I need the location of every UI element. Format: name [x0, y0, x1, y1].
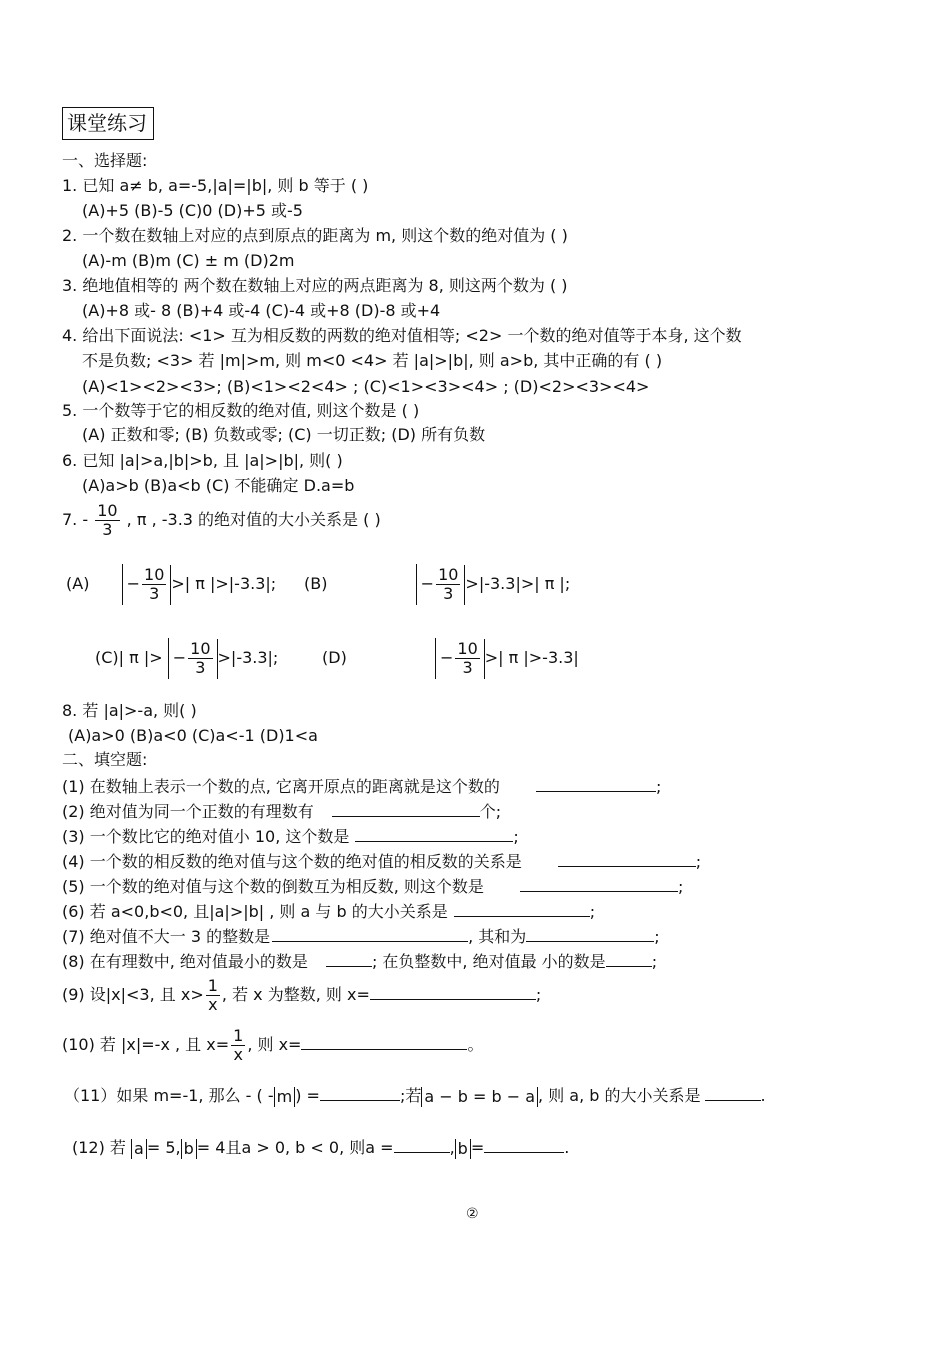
f1-text: (1) 在数轴上表示一个数的点, 它离开原点的距离就是这个数的	[62, 777, 500, 796]
f8-blank-1[interactable]	[326, 950, 372, 967]
f9-text-2: , 若 x 为整数, 则 x=	[221, 985, 370, 1004]
minus-sign: −	[420, 574, 435, 594]
f1-end: ;	[655, 777, 662, 796]
f3-end: ;	[513, 827, 519, 846]
q7-c-abs	[168, 638, 218, 679]
q7-b-abs	[416, 564, 466, 605]
f7-text: (7) 绝对值不大一 3 的整数是	[62, 927, 271, 946]
f4-text: (4) 一个数的相反数的绝对值与这个数的绝对值的相反数的关系是	[62, 852, 522, 871]
q7-d-tail: >| π |>-3.3|	[484, 648, 579, 667]
section-title-box	[62, 107, 154, 140]
f9-line	[62, 975, 541, 1015]
f11-mid2: ;若	[399, 1086, 422, 1105]
f5-text: (5) 一个数的绝对值与这个数的倒数互为相反数, 则这个数是	[62, 877, 484, 896]
f6-blank[interactable]	[454, 900, 590, 917]
f11-end: .	[760, 1086, 766, 1105]
f1-blank[interactable]	[536, 775, 656, 792]
q6-stem: 6. 已知 |a|>a,|b|>b, 且 |a|>|b|, 则( )	[62, 451, 343, 470]
q7-a-abs	[122, 564, 172, 605]
f9-end: ;	[535, 985, 542, 1004]
q7-c-fraction	[188, 640, 212, 677]
denominator: 3	[195, 658, 206, 678]
f12-t3: ,	[449, 1138, 455, 1157]
f12-t4: =	[470, 1138, 485, 1157]
f9-blank[interactable]	[370, 983, 536, 1000]
q7-b-tail: >|-3.3|>| π |;	[465, 574, 571, 593]
q1-stem: 1. 已知 a≠ b, a=-5,|a|=|b|, 则 b 等于 ( )	[62, 176, 369, 195]
q7-fraction-denominator: 3	[102, 520, 113, 539]
numerator: 10	[190, 639, 211, 659]
f11-line	[64, 1084, 766, 1107]
f10-fraction	[231, 1027, 245, 1064]
section-heading-fill: 二、填空题:	[62, 750, 148, 769]
denominator: 3	[443, 584, 454, 604]
f2-blank[interactable]	[332, 800, 480, 817]
f11-text-2: , 则 a, b 的大小关系是	[538, 1086, 701, 1105]
denominator: 3	[149, 584, 160, 604]
q7-a-tail: >| π |>|-3.3|;	[171, 574, 277, 593]
f12-abs-b: b	[181, 1139, 197, 1159]
f3-blank[interactable]	[355, 825, 513, 842]
q7-fraction	[95, 502, 119, 539]
q7-b-fraction	[436, 566, 460, 603]
f5-line	[62, 875, 683, 897]
f8-end: ;	[651, 952, 658, 971]
q7-d-abs	[435, 638, 485, 679]
f6-line	[62, 900, 595, 922]
q8-stem: 8. 若 |a|>-a, 则( )	[62, 701, 197, 720]
f10-text-2: , 则 x=	[247, 1035, 302, 1054]
minus-sign: −	[126, 574, 141, 594]
f8-mid: ; 在负整数中, 绝对值最 小的数是	[371, 952, 606, 971]
f8-text: (8) 在有理数中, 绝对值最小的数是	[62, 952, 308, 971]
f3-text: (3) 一个数比它的绝对值小 10, 这个数是	[62, 827, 350, 846]
q3-stem: 3. 绝地值相等的 两个数在数轴上对应的两点距离为 8, 则这两个数为 ( )	[62, 276, 568, 295]
f8-line	[62, 950, 657, 972]
minus-sign: −	[440, 648, 454, 668]
q8-options: (A)a>0 (B)a<0 (C)a<-1 (D)1<a	[68, 726, 318, 745]
f6-text: (6) 若 a<0,b<0, 且|a|>|b| , 则 a 与 b 的大小关系是	[62, 902, 448, 921]
q7-option-b	[304, 564, 570, 605]
f10-text: (10) 若 |x|=-x , 且 x=	[62, 1035, 230, 1054]
q7-stem	[62, 500, 381, 540]
q2-stem: 2. 一个数在数轴上对应的点到原点的距离为 m, 则这个数的绝对值为 ( )	[62, 226, 568, 245]
f10-line	[62, 1025, 483, 1065]
q7-d-label: (D)	[322, 648, 347, 667]
f10-blank[interactable]	[301, 1033, 467, 1050]
q5-stem: 5. 一个数等于它的相反数的绝对值, 则这个数是 ( )	[62, 401, 420, 420]
denominator: 3	[462, 658, 473, 678]
f11-text: （11）如果 m=-1, 那么 - ( -	[64, 1086, 274, 1105]
f2-end: 个;	[479, 802, 502, 821]
f11-blank-2[interactable]	[705, 1084, 761, 1101]
f9-fraction	[206, 977, 220, 1014]
q7-rest: , π , -3.3 的绝对值的大小关系是 ( )	[126, 510, 381, 529]
f7-blank-2[interactable]	[526, 925, 654, 942]
f4-blank[interactable]	[558, 850, 696, 867]
f12-text: (12) 若	[72, 1138, 126, 1157]
q7-option-a	[66, 564, 276, 605]
q2-options: (A)-m (B)m (C) ± m (D)2m	[82, 251, 295, 270]
numerator: 1	[233, 1026, 244, 1045]
q3-options: (A)+8 或- 8 (B)+4 或-4 (C)-4 或+8 (D)-8 或+4	[82, 301, 441, 320]
q4-stem-line1: 4. 给出下面说法: <1> 互为相反数的两数的绝对值相等; <2> 一个数的绝对值等于本身, 这个数	[62, 326, 742, 345]
f12-t2: = 4且a > 0, b < 0, 则a =	[196, 1138, 394, 1157]
f11-abs-m: m	[274, 1087, 296, 1107]
f12-end: .	[564, 1138, 570, 1157]
f11-abs-expression: a − b = b − a	[421, 1087, 538, 1107]
f12-line	[72, 1136, 569, 1159]
q7-option-d	[322, 638, 579, 679]
q7-option-c	[95, 638, 278, 679]
f5-end: ;	[677, 877, 684, 896]
q7-prefix: 7. -	[62, 510, 89, 529]
f12-abs-b2: b	[455, 1139, 471, 1159]
f9-text: (9) 设|x|<3, 且 x>	[62, 985, 204, 1004]
q6-options: (A)a>b (B)a<b (C) 不能确定 D.a=b	[82, 476, 355, 495]
q5-options: (A) 正数和零; (B) 负数或零; (C) 一切正数; (D) 所有负数	[82, 425, 486, 444]
f7-mid: , 其和为	[468, 927, 527, 946]
denominator: x	[233, 1045, 243, 1064]
f1-line	[62, 775, 661, 797]
f12-blank-2[interactable]	[484, 1136, 564, 1153]
q4-stem-line2: 不是负数; <3> 若 |m|>m, 则 m<0 <4> 若 |a|>|b|, 则 a>b, 其中正确的有 ( )	[82, 351, 663, 370]
f4-end: ;	[695, 852, 702, 871]
f10-end: 。	[467, 1035, 484, 1054]
f11-mid: ) =	[295, 1086, 320, 1105]
f7-blank-1[interactable]	[272, 925, 468, 942]
f12-blank-1[interactable]	[394, 1136, 450, 1153]
f7-line	[62, 925, 660, 947]
q7-a-label: (A)	[66, 574, 90, 593]
q4-options: (A)<1><2><3>; (B)<1><2<4> ; (C)<1><3><4> ; (D)<2><3><4>	[82, 377, 650, 396]
numerator: 1	[207, 976, 218, 995]
f2-line	[62, 800, 501, 822]
q7-c-tail: >|-3.3|;	[217, 648, 279, 667]
f4-line	[62, 850, 701, 872]
f3-line	[62, 825, 519, 847]
q7-d-fraction	[455, 640, 479, 677]
denominator: x	[208, 995, 218, 1014]
section-heading-choice: 一、选择题:	[62, 151, 148, 170]
numerator: 10	[438, 565, 459, 585]
numerator: 10	[144, 565, 165, 585]
q7-a-fraction	[142, 566, 166, 603]
f11-blank-1[interactable]	[320, 1084, 400, 1101]
q7-b-label: (B)	[304, 574, 328, 593]
minus-sign: −	[172, 648, 187, 668]
f5-blank[interactable]	[520, 875, 678, 892]
f7-end: ;	[654, 927, 660, 946]
numerator: 10	[457, 639, 478, 659]
page-title: 课堂练习	[67, 111, 147, 135]
f8-blank-2[interactable]	[606, 950, 652, 967]
f6-end: ;	[589, 902, 596, 921]
page-number: ②	[466, 1206, 479, 1222]
q1-options: (A)+5 (B)-5 (C)0 (D)+5 或-5	[82, 201, 303, 220]
f2-text: (2) 绝对值为同一个正数的有理数有	[62, 802, 314, 821]
f12-abs-a: a	[131, 1139, 147, 1159]
q7-fraction-numerator: 10	[97, 501, 118, 520]
q7-c-label: (C)| π |>	[95, 648, 163, 667]
f12-t1: = 5,	[146, 1138, 181, 1157]
